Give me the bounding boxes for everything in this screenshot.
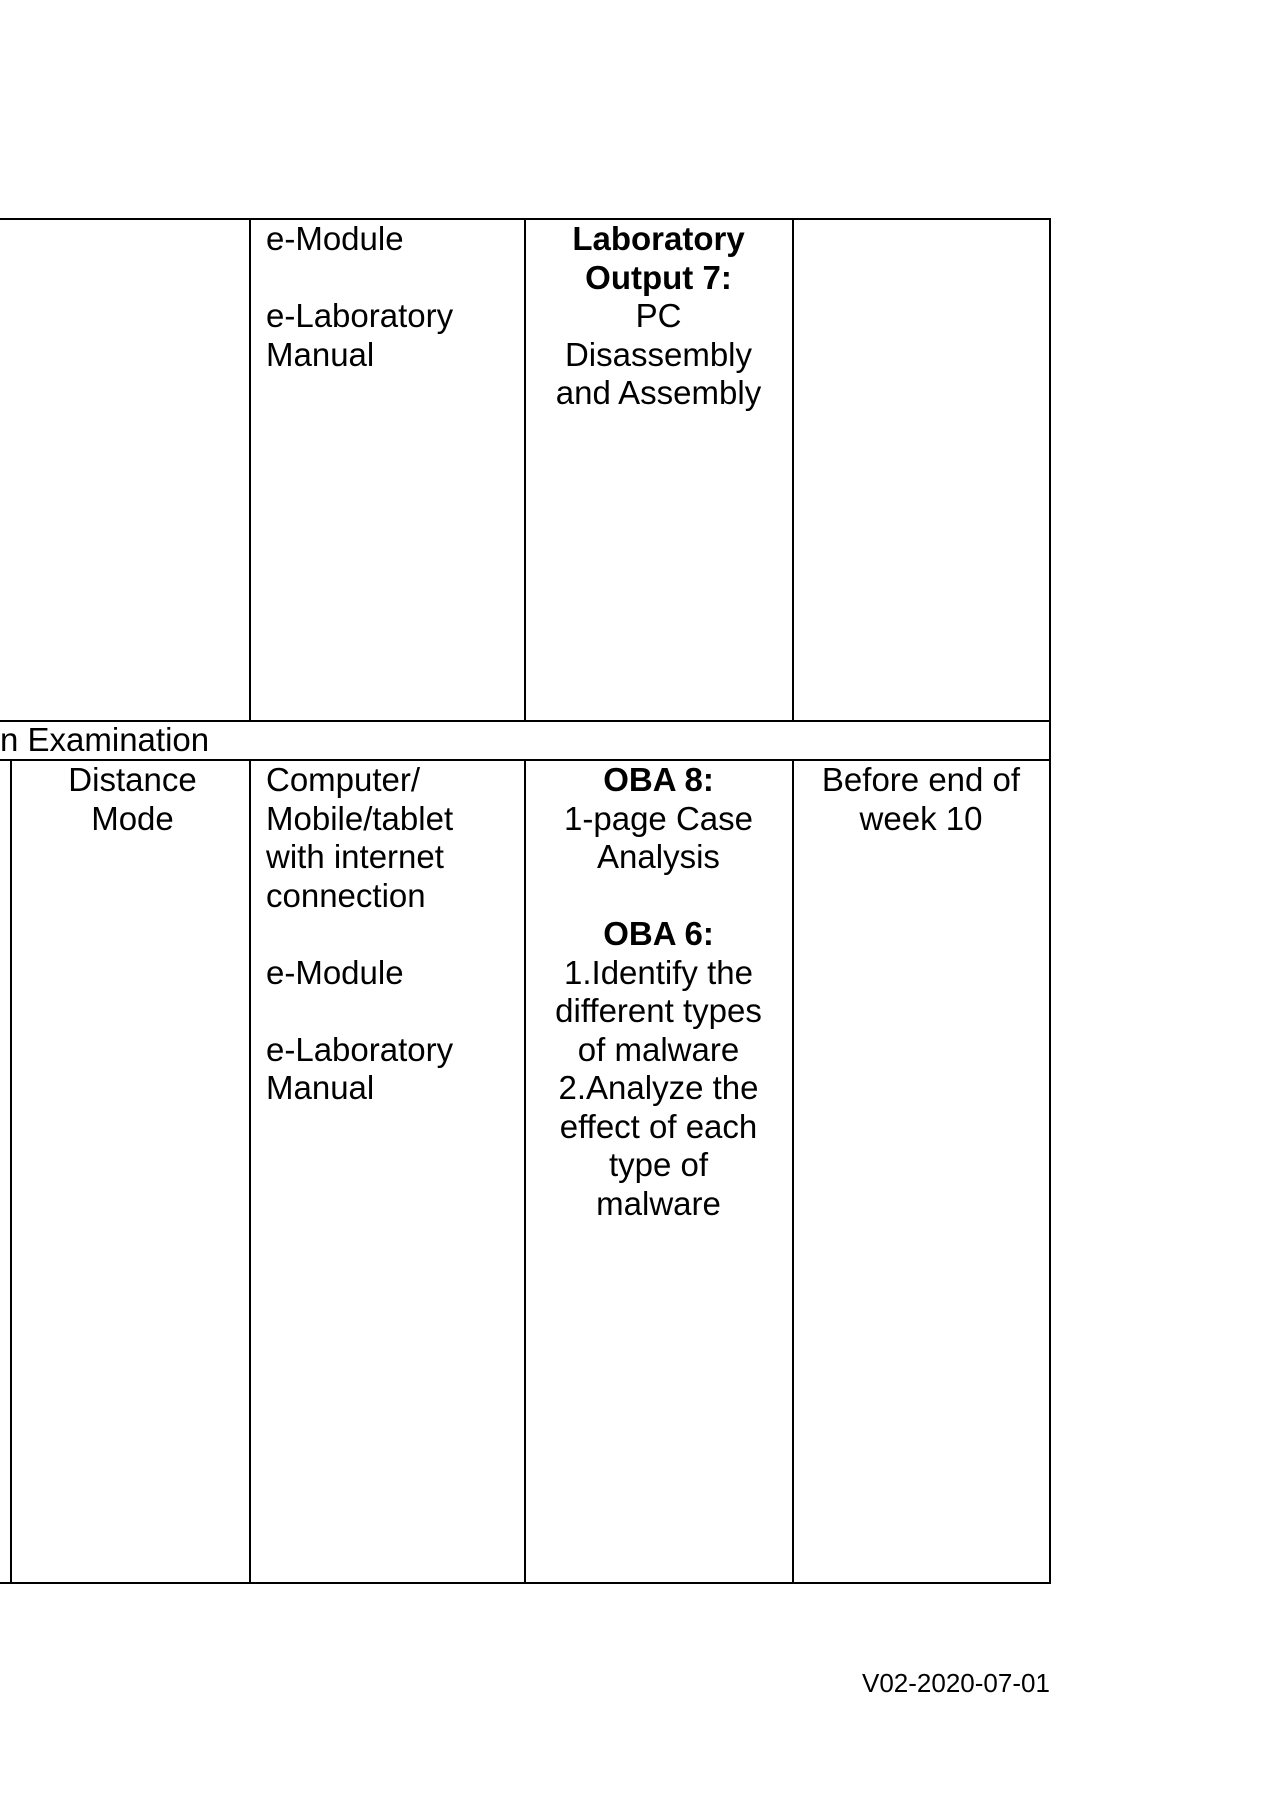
lab-output-text: PC Disassembly and Assembly (555, 297, 762, 411)
col-divider-resources-left-2 (249, 759, 251, 1583)
col-divider-output-left (524, 218, 526, 721)
lab-output-title: Laboratory Output 7: (572, 220, 745, 296)
row2-resource-item: e-Module (266, 953, 404, 991)
oba8-title: OBA 8: (603, 761, 714, 798)
col-divider-due-left (792, 218, 794, 721)
oba6-item: 1.Identify the different types of malware (555, 953, 762, 1068)
row1-resources-cell (266, 220, 516, 374)
col-divider-resources-left (249, 218, 251, 721)
row2-resource-item: Computer/ Mobile/tablet with internet connection (266, 761, 454, 914)
col-divider-mode-left (10, 759, 12, 1583)
exam-row-label: n Examination (0, 721, 210, 758)
oba6-item: 2.Analyze the effect of each type of malware (558, 1069, 759, 1222)
row2-resource-item: e-Laboratory Manual (266, 1030, 454, 1106)
table-top-border (0, 218, 1051, 220)
oba8-text: 1-page Case Analysis (564, 799, 753, 875)
table-bottom-border (0, 1582, 1051, 1584)
row2-assessment-cell (540, 761, 777, 1223)
col-divider-output-left-2 (524, 759, 526, 1583)
row1-output-cell (540, 220, 777, 413)
table-right-border (1049, 218, 1051, 1583)
row1-resource-item: e-Laboratory Manual (266, 297, 454, 373)
version-footer: V02-2020-07-01 (862, 1668, 1050, 1698)
row2-resources-cell (266, 761, 486, 1108)
row1-resource-item: e-Module (266, 220, 404, 257)
oba6-title: OBA 6: (603, 915, 714, 952)
due-date-cell: Before end of week 10 (821, 761, 1021, 837)
col-divider-due-left-2 (792, 759, 794, 1583)
delivery-mode-cell: Distance Mode (68, 761, 197, 837)
